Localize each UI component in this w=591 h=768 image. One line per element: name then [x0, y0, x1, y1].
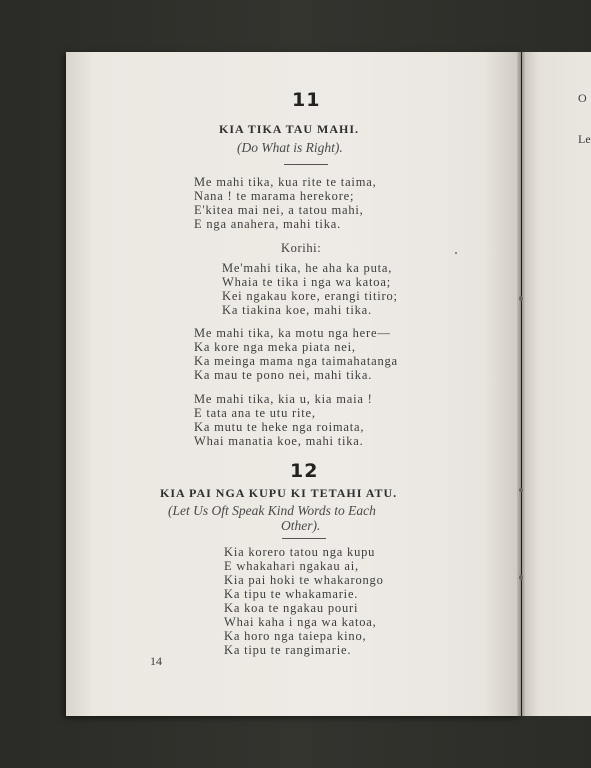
verse-line: E whakahari ngakau ai, — [224, 559, 359, 573]
verse-line: Ka mau te pono nei, mahi tika. — [194, 368, 373, 382]
verse-line: Ka tipu te whakamarie. — [224, 587, 359, 601]
verse-line: E tata ana te utu rite, — [194, 406, 316, 420]
chorus-line: Me'mahi tika, he aha ka puta, — [222, 261, 393, 275]
verse-line: Ka mutu te heke nga roimata, — [194, 420, 365, 434]
verse-line: Me mahi tika, kua rite te taima, — [194, 175, 377, 189]
hymn-subtitle: (Do What is Right). — [237, 140, 343, 155]
paper-speck — [519, 488, 523, 492]
hymn-subtitle: (Let Us Oft Speak Kind Words to Each — [168, 503, 376, 518]
book-gutter — [517, 52, 525, 716]
verse-line: Whai manatia koe, mahi tika. — [194, 434, 364, 448]
chorus-line: Whaia te tika i nga wa katoa; — [222, 275, 391, 289]
verse-line: E'kitea mai nei, a tatou mahi, — [194, 203, 364, 217]
right-page-text-fragment: Le — [578, 132, 591, 146]
verse-line: Ka koa te ngakau pouri — [224, 601, 359, 615]
hymn-number: 12 — [290, 460, 319, 482]
verse-line: Kia pai hoki te whakarongo — [224, 573, 384, 587]
verse-line: Me mahi tika, ka motu nga here— — [194, 326, 391, 340]
verse-line: Ka kore nga meka piata nei, — [194, 340, 356, 354]
right-page — [522, 52, 591, 716]
chorus-line: Kei ngakau kore, erangi titiro; — [222, 289, 398, 303]
verse-line: Me mahi tika, kia u, kia maia ! — [194, 392, 373, 406]
hymn-title: KIA PAI NGA KUPU KI TETAHI ATU. — [160, 486, 398, 500]
paper-speck — [519, 296, 523, 301]
verse-line: Ka tipu te rangimarie. — [224, 643, 352, 657]
verse-line: Nana ! te marama herekore; — [194, 189, 355, 203]
verse-line: Ka horo nga taiepa kino, — [224, 629, 367, 643]
page-number: 14 — [150, 654, 162, 668]
verse-line: Ka meinga mama nga taimahatanga — [194, 354, 398, 368]
verse-line: Kia korero tatou nga kupu — [224, 545, 376, 559]
verse-line: Whai kaha i nga wa katoa, — [224, 615, 377, 629]
hymn-number: 11 — [292, 89, 321, 111]
chorus-label: Korihi: — [281, 241, 322, 255]
verse-line: E nga anahera, mahi tika. — [194, 217, 342, 231]
chorus-line: Ka tiakina koe, mahi tika. — [222, 303, 372, 317]
hymn-subtitle: Other). — [281, 518, 321, 533]
hymn-title: KIA TIKA TAU MAHI. — [219, 122, 360, 136]
title-divider — [282, 538, 326, 539]
title-divider — [284, 164, 328, 165]
right-page-text-fragment: O — [578, 91, 587, 105]
paper-speck — [455, 252, 457, 254]
paper-speck — [519, 575, 523, 580]
